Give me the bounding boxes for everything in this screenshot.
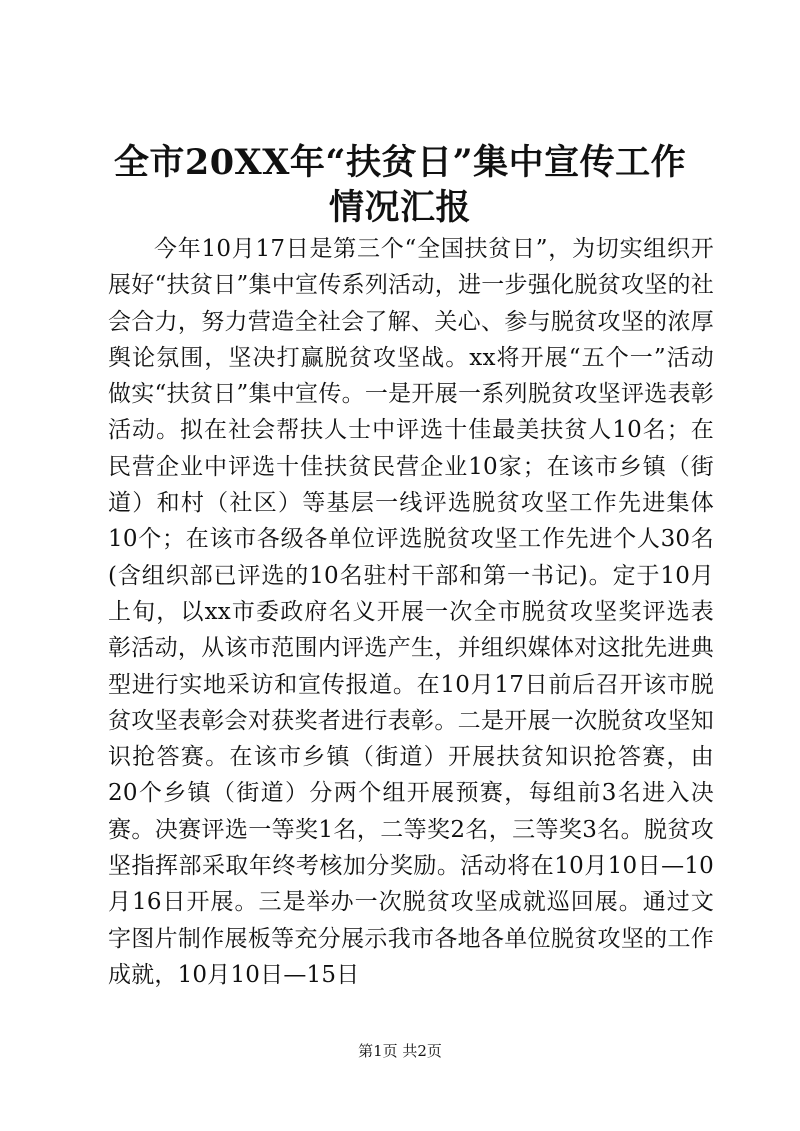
body-paragraph: 今年10月17日是第三个“全国扶贫日”，为切实组织开展好“扶贫日”集中宣传系列活动，进一步强化脱贫攻坚的社会合力，努力营造全社会了解、关心、参与脱贫攻坚的浓厚舆论氛围，坚决打赢脱贫攻坚战。xx将开展“五个一”活动做实“扶贫日”集中宣传。一是开展一系列脱贫攻坚评选表彰活动。拟在社会帮扶人士中评选十佳最美扶贫人10名；在民营企业中评选十佳扶贫民营企业10家；在该市乡镇（街道）和村（社区）等基层一线评选脱贫攻坚工作先进集体10个；在该市各级各单位评选脱贫攻坚工作先进个人30名(含组织部已评选的10名驻村干部和第一书记)。定于10月上旬，以xx市委政府名义开展一次全市脱贫攻坚奖评选表彰活动，从该市范围内评选产生，并组织媒体对这批先进典型进行实地采访和宣传报道。在10月17日前后召开该市脱贫攻坚表彰会对获奖者进行表彰。二是开展一次脱贫攻坚知识抢答赛。在该市乡镇（街道）开展扶贫知识抢答赛，由20个乡镇（街道）分两个组开展预赛，每组前3名进入决赛。决赛评选一等奖1名，二等奖2名，三等奖3名。脱贫攻坚指挥部采取年终考核加分奖励。活动将在10月10日—10月16日开展。三是举办一次脱贫攻坚成就巡回展。通过文字图片制作展板等充分展示我市各地各单位脱贫攻坚的工作成就，10月10日—15日	[108, 236, 714, 988]
page-footer: 第1页 共2页	[358, 1042, 442, 1060]
document-title: 全市20XX年“扶贫日”集中宣传工作情况汇报	[113, 142, 687, 228]
